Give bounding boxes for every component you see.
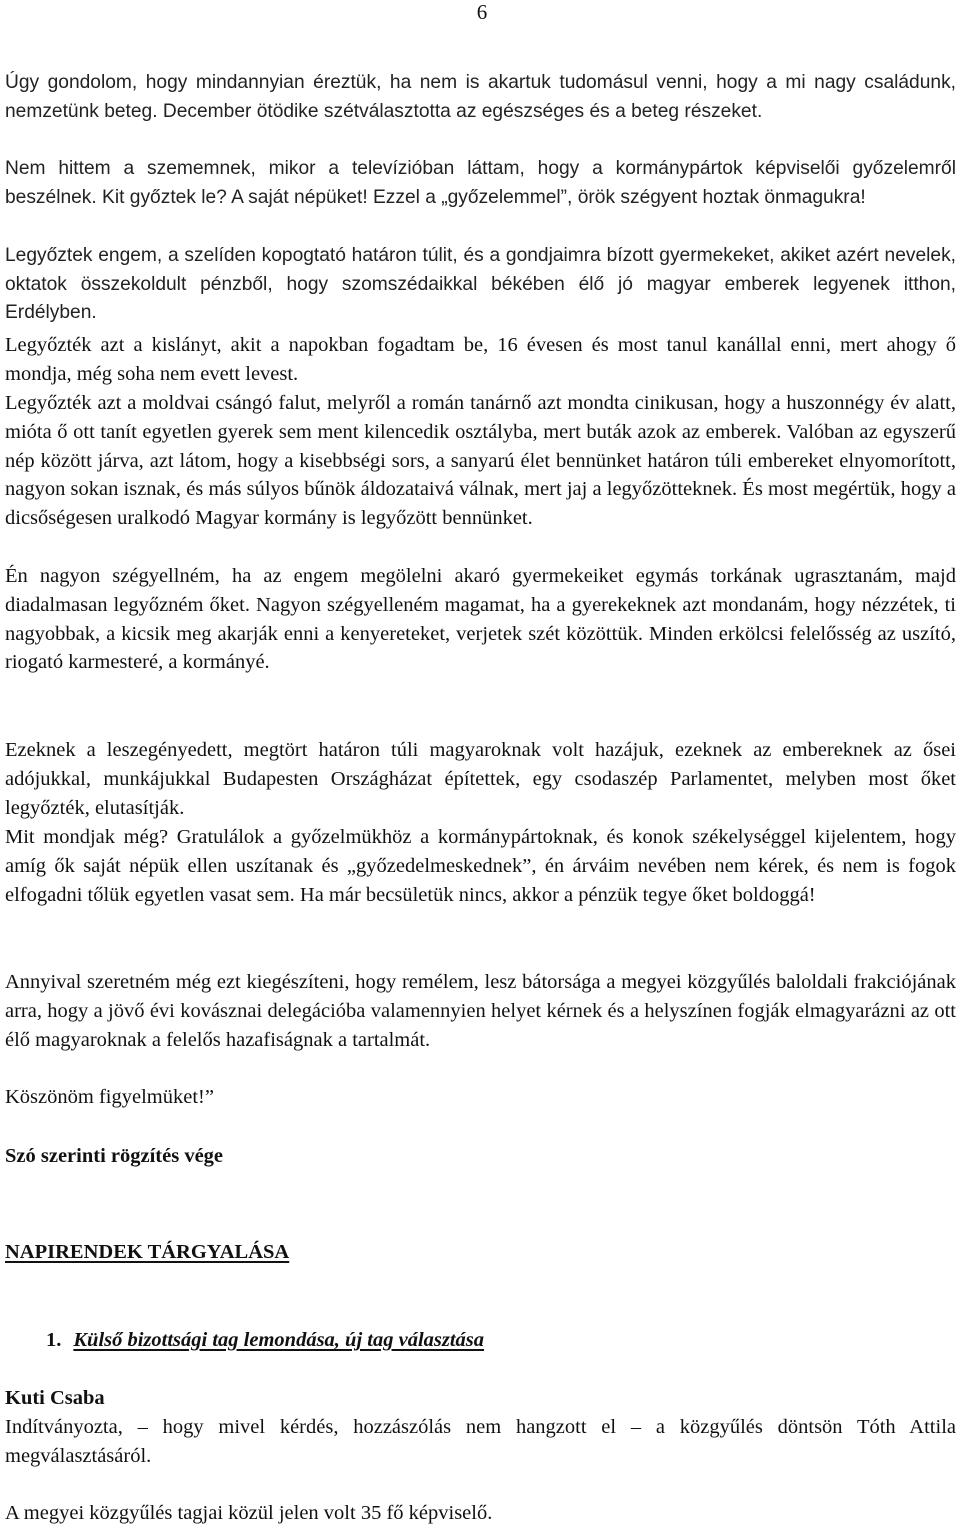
paragraph-koszonom: Köszönöm figyelmüket!” <box>5 1086 214 1108</box>
paragraph-ezeknek: Ezeknek a leszegényedett, megtört határon túli magyaroknak volt hazájuk, ezeknek az embereknek az ősei adójukkal, munkájukkal Budapesten Országházat építettek, egy csodaszép Parlamentet, melyben most őket legyőzték, elutasítják. <box>5 739 956 819</box>
agenda-item-title <box>46 1326 484 1355</box>
agenda-item-title-text: Külső bizottsági tag lemondása, új tag választása <box>73 1329 485 1351</box>
section-end-label: Szó szerinti rögzítés vége <box>5 1145 224 1167</box>
agenda-heading <box>5 1238 956 1267</box>
paragraph-nem-hittem: Nem hittem a szememnek, mikor a televízióban láttam, hogy a kormánypártok képviselői győzelemről beszélnek. Kit győztek le? A saját népüket! Ezzel a „győzelemmel”, örök szégyent hoztak önmagukra! <box>5 158 956 208</box>
speaker-name: Kuti Csaba <box>5 1387 105 1409</box>
paragraph-jelen: A megyei közgyűlés tagjai közül jelen volt 35 fő képviselő. <box>5 1502 493 1524</box>
paragraph-ugy-gondolom: Úgy gondolom, hogy mindannyian éreztük, ha nem is akartuk tudomásul venni, hogy a mi nagy családunk, nemzetünk beteg. December ötödike szétválasztotta az egészséges és a beteg részeket. <box>5 72 956 122</box>
paragraph-legyoztek-engem: Legyőztek engem, a szelíden kopogtató határon túlit, és a gondjaimra bízott gyermekeket, akiket azért nevelek, oktatok összekoldult pénzből, hogy szomszédaikkal békében élő jó magyar emberek legyenek itthon, Erdélyben. <box>5 245 956 324</box>
agenda-item-number: 1. <box>46 1329 62 1351</box>
paragraph-kislany: Legyőzték azt a kislányt, akit a napokban fogadtam be, 16 évesen és most tanul kanállal enni, mert ahogy ő mondja, még soha nem evett levest. <box>5 334 956 385</box>
paragraph-moldvai: Legyőzték azt a moldvai csángó falut, melyről a román tanárnő azt mondta cinikusan, hogy a huszonnégy év alatt, mióta ő ott tanít egyetlen gyerek sem ment kilencedik osztályba, mert buták azok az emberek. Valóban az egyszerű nép között járva, azt látom, hogy a kisebbségi sors, a sanyarú élet bennünket határon túli embereket elnyomorított, nagyon sokan isznak, és más súlyos bűnök áldozataivá válnak, mert jaj a legyőzötteknek. És most megértük, hogy a dicsőségesen uralkodó Magyar kormány is legyőzött bennünket. <box>5 392 956 530</box>
agenda-heading-text: NAPIRENDEK TÁRGYALÁSA <box>5 1241 290 1263</box>
page-number: 6 <box>476 0 488 24</box>
paragraph-inditvanyozta: Indítványozta, – hogy mivel kérdés, hozzászólás nem hangzott el – a közgyűlés döntsön Tóth Attila megválasztásáról. <box>5 1416 956 1467</box>
paragraph-annyival: Annyival szeretném még ezt kiegészíteni, hogy remélem, lesz bátorsága a megyei közgyűlés baloldali frakciójának arra, hogy a jövő évi kovásznai delegációba valamennyien helyet kérnek és a helyszínen fogják elmagyarázni az ott élő magyaroknak a felelős hazafiságnak a tartalmát. <box>5 971 956 1051</box>
paragraph-szegyellnem: Én nagyon szégyellném, ha az engem megölelni akaró gyermekeiket egymás torkának ugrasztanám, majd diadalmasan legyőzném őket. Nagyon szégyelleném magamat, ha a gyerekeknek azt mondanám, hogy nézzétek, ti nagyobbak, a kicsik meg akarják enni a kenyereteket, verjetek szét közöttük. Minden erkölcsi felelősség az uszító, riogató karmesteré, a kormányé. <box>5 565 956 674</box>
paragraph-mit-mondjak: Mit mondjak még? Gratulálok a győzelmükhöz a kormánypártoknak, és konok székelységgel kijelentem, hogy amíg ők saját népük ellen uszítanak és „győzedelmeskednek”, én árváim nevében nem kérek, és nem is fogok elfogadni tőlük egyetlen vasat sem. Ha már becsületük nincs, akkor a pénzük tegye őket boldoggá! <box>5 826 956 906</box>
